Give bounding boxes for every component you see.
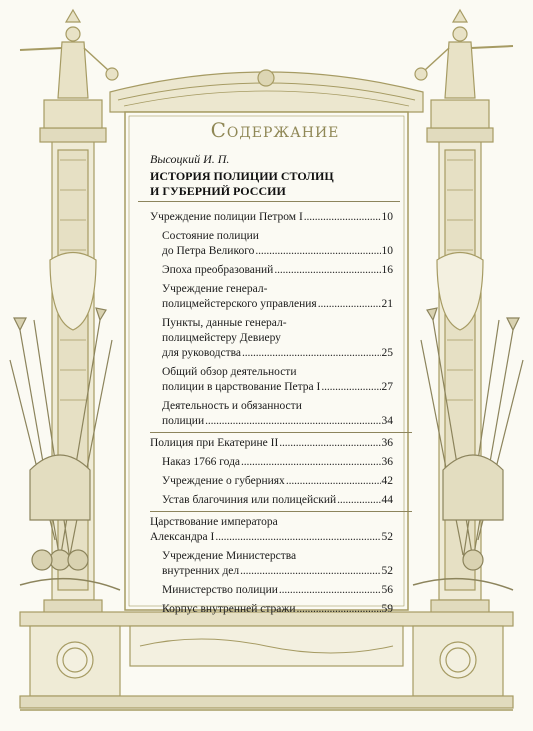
toc-entry[interactable] (162, 414, 393, 429)
page-heading: Содержание (210, 118, 340, 142)
toc-entry-label: Министерство полиции (162, 584, 278, 596)
toc-entry-page: 10 (381, 211, 393, 223)
toc-entry-page: 42 (381, 475, 393, 487)
toc-entry-line: Общий обзор деятельности (162, 366, 297, 378)
toc-entry-page: 36 (381, 456, 393, 468)
leader-dots (242, 346, 381, 361)
toc-entry-page: 36 (381, 437, 393, 449)
toc-entry-label: полицмейстерского управления (162, 298, 317, 310)
leader-dots (337, 493, 380, 508)
arch-medallion (258, 70, 274, 86)
toc-entry[interactable] (162, 583, 393, 598)
toc-entry-page: 34 (381, 415, 393, 427)
toc-entry-label: полиции (162, 415, 205, 427)
right-statue (415, 10, 513, 128)
toc-entry[interactable] (162, 455, 393, 470)
toc-entry-line: Учреждение Министерства (162, 550, 297, 562)
toc-entry-line: Деятельность и обязанности (162, 400, 302, 412)
title-divider (138, 201, 400, 202)
toc-entry-label: Корпус внутренней стражи (162, 603, 296, 615)
section-divider (150, 511, 412, 512)
toc-entry-page: 44 (381, 494, 393, 506)
author-name: Высоцкий И. П. (150, 152, 230, 166)
toc-entry[interactable] (162, 346, 393, 361)
toc-entry-page: 16 (381, 264, 393, 276)
toc-entry-page: 27 (381, 381, 393, 393)
leader-dots (297, 602, 381, 617)
toc-subentry-group (150, 545, 393, 617)
toc-entry-page: 10 (381, 245, 393, 257)
left-column (40, 128, 106, 616)
leader-dots (304, 210, 381, 225)
leader-dots (240, 564, 380, 579)
toc-entry-line: Пункты, данные генерал- (162, 317, 287, 329)
toc-entry-page: 56 (381, 584, 393, 596)
toc-subentry-group (150, 451, 393, 512)
table-of-contents (150, 210, 393, 617)
leader-dots (318, 297, 381, 312)
toc-entry-label: Александра I (150, 531, 215, 543)
toc-entry-label: полиции в царствование Петра I (162, 381, 321, 393)
toc-entry-label: Учреждение полиции Петром I (150, 211, 303, 223)
toc-entry-page: 52 (381, 565, 393, 577)
toc-entry[interactable] (150, 436, 393, 451)
leader-dots (279, 436, 380, 451)
leader-dots (205, 414, 380, 429)
toc-entry[interactable] (150, 530, 393, 545)
toc-entry-page: 59 (381, 603, 393, 615)
toc-entry-line: полицмейстеру Девиеру (162, 332, 281, 344)
leader-dots (241, 455, 380, 470)
toc-entry-page: 25 (381, 347, 393, 359)
toc-entry-label: Устав благочиния или полицейский (162, 494, 337, 506)
toc-entry-line: Царствование императора (150, 516, 278, 528)
leader-dots (286, 474, 381, 489)
toc-entry[interactable] (162, 602, 393, 617)
left-statue (20, 10, 118, 128)
leader-dots (274, 263, 380, 278)
toc-entry-label: Наказ 1766 года (162, 456, 241, 468)
toc-entry[interactable] (162, 564, 393, 579)
toc-entry[interactable] (162, 263, 393, 278)
toc-entry[interactable] (162, 474, 393, 489)
toc-entry[interactable] (162, 493, 393, 508)
toc-entry-line: Состояние полиции (162, 230, 259, 242)
book-title (150, 169, 410, 199)
toc-entry[interactable] (150, 210, 393, 225)
toc-entry-page: 52 (381, 531, 393, 543)
toc-entry-label: Полиция при Екатерине II (150, 437, 279, 449)
toc-entry-label: до Петра Великого (162, 245, 255, 257)
toc-entry-label: для руководства (162, 347, 241, 359)
toc-entry[interactable] (162, 380, 393, 395)
toc-entry-page: 21 (381, 298, 393, 310)
leader-dots (279, 583, 381, 598)
toc-entry-line: Учреждение генерал- (162, 283, 268, 295)
toc-entry-label: Учреждение о губерниях (162, 475, 285, 487)
book-title-line-2: И ГУБЕРНИЙ РОССИИ (150, 184, 286, 198)
book-title-line-1: ИСТОРИЯ ПОЛИЦИИ СТОЛИЦ (150, 169, 334, 183)
leader-dots (321, 380, 380, 395)
toc-entry[interactable] (162, 297, 393, 312)
toc-entry-label: Эпоха преобразований (162, 264, 274, 276)
section-divider (150, 432, 412, 433)
toc-entry[interactable] (162, 244, 393, 259)
leader-dots (215, 530, 380, 545)
toc-subentry-group (150, 225, 393, 433)
leader-dots (255, 244, 380, 259)
toc-entry-label: внутренних дел (162, 565, 240, 577)
frame-base (20, 612, 513, 710)
right-column (427, 128, 493, 616)
